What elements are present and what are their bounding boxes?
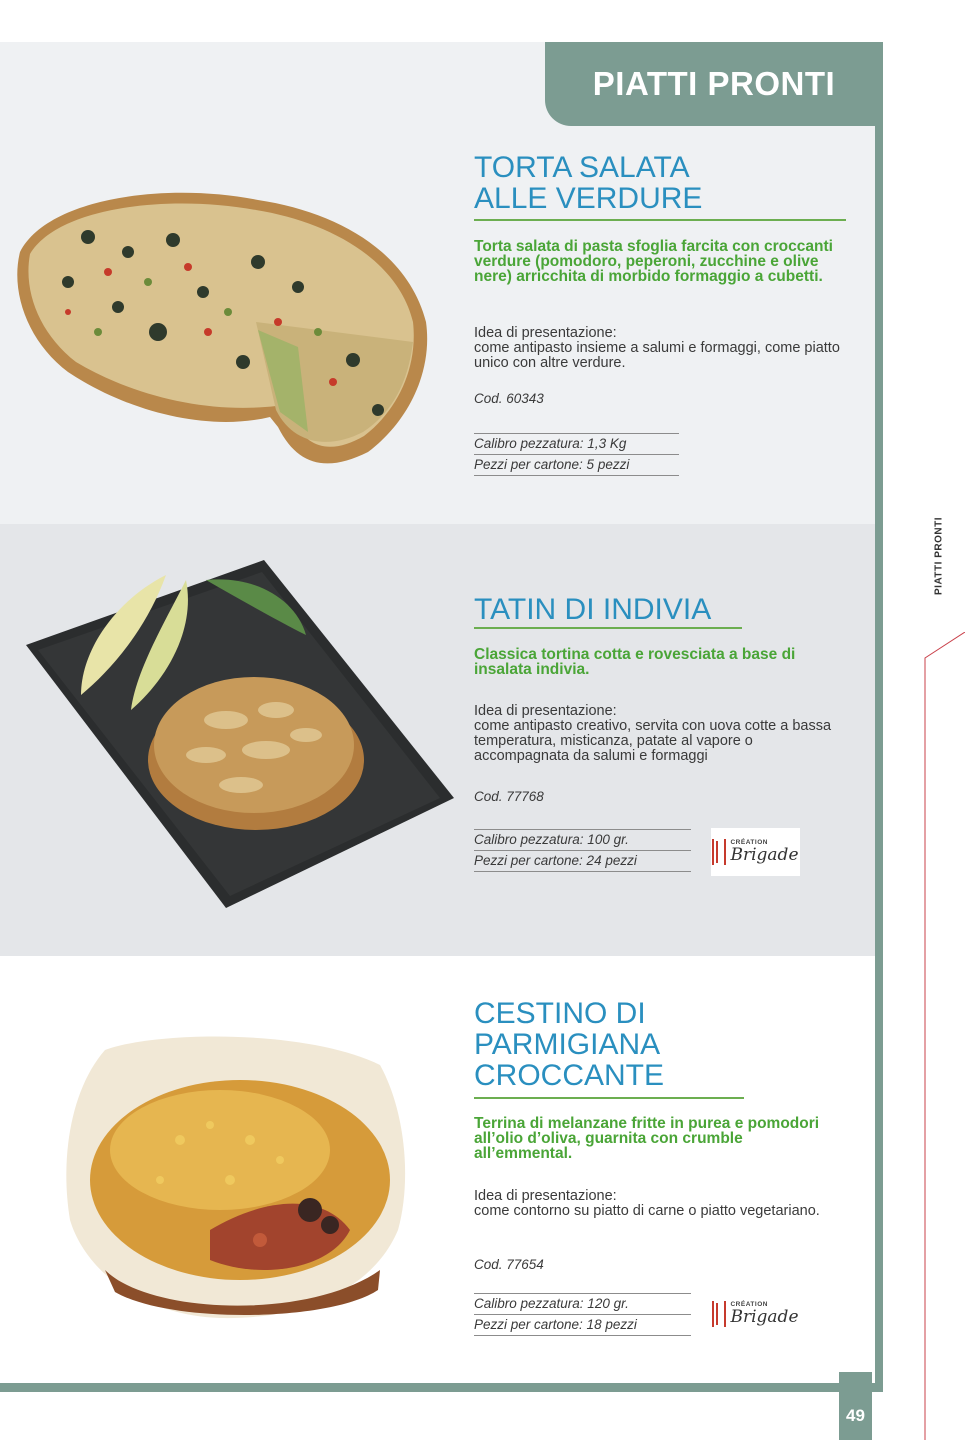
category-header xyxy=(545,42,883,126)
spec-pieces: Pezzi per cartone: 5 pezzi xyxy=(474,455,679,476)
product-specs xyxy=(474,1293,691,1336)
frame-right-border xyxy=(875,42,883,1392)
presentation-idea-label: Idea di presentazione: xyxy=(474,325,617,341)
product-title: CESTINO DI PARMIGIANA CROCCANTE xyxy=(474,997,665,1092)
creation-brigade-logo: CRÉATION Brigade xyxy=(711,1290,800,1338)
category-title: PIATTI PRONTI xyxy=(592,65,836,102)
presentation-idea-text: come antipasto insieme a salumi e formaggi, come piatto unico con altre verdure. xyxy=(474,340,840,371)
creation-brigade-logo: CRÉATION Brigade xyxy=(711,828,800,876)
product-description: Torta salata di pasta sfoglia farcita con croccanti verdure (pomodoro, peperoni, zucchine e olive nere) arricchita di morbido formaggio a cubetti. xyxy=(474,238,833,285)
presentation-idea-text: come contorno su piatto di carne o piatto vegetariano. xyxy=(474,1203,820,1219)
title-divider xyxy=(474,1097,744,1099)
presentation-idea xyxy=(474,1189,834,1219)
presentation-idea xyxy=(474,326,844,371)
product-specs xyxy=(474,829,691,872)
product-code: Cod. 60343 xyxy=(474,391,544,406)
spec-caliber: Calibro pezzatura: 100 gr. xyxy=(474,829,691,851)
presentation-idea xyxy=(474,704,844,764)
product-photo-torta-salata xyxy=(8,182,433,472)
product-title: TORTA SALATA ALLE VERDURE xyxy=(474,151,703,215)
side-section-label: PIATTI PRONTI xyxy=(933,517,945,595)
presentation-idea-label: Idea di presentazione: xyxy=(474,703,617,719)
brigade-logo-icon xyxy=(712,1301,726,1327)
product-description: Terrina di melanzane fritte in purea e pomodori all’olio d’oliva, guarnita con crumble all’emmental. xyxy=(474,1115,820,1162)
title-divider xyxy=(474,627,742,629)
spec-pieces: Pezzi per cartone: 18 pezzi xyxy=(474,1315,691,1336)
presentation-idea-label: Idea di presentazione: xyxy=(474,1188,617,1204)
product-photo-tatin-indivia xyxy=(26,560,456,910)
product-description: Classica tortina cotta e rovesciata a base di insalata indivia. xyxy=(474,646,796,678)
product-photo-cestino-parmigiana xyxy=(60,1030,415,1325)
spec-caliber: Calibro pezzatura: 1,3 Kg xyxy=(474,433,679,455)
spec-caliber: Calibro pezzatura: 120 gr. xyxy=(474,1293,691,1315)
product-code: Cod. 77654 xyxy=(474,1257,544,1272)
title-divider xyxy=(474,219,846,221)
brigade-logo-icon xyxy=(712,839,726,865)
spec-pieces: Pezzi per cartone: 24 pezzi xyxy=(474,851,691,872)
frame-bottom-border xyxy=(0,1383,883,1392)
page-number: 49 xyxy=(839,1372,872,1440)
product-title: TATIN DI INDIVIA xyxy=(474,593,712,626)
product-code: Cod. 77768 xyxy=(474,789,544,804)
presentation-idea-text: come antipasto creativo, servita con uova cotte a bassa temperatura, misticanza, patate al vapore o accompagnata da salumi e formaggi xyxy=(474,718,832,764)
side-decoration-line xyxy=(922,632,965,1440)
product-specs xyxy=(474,433,679,476)
